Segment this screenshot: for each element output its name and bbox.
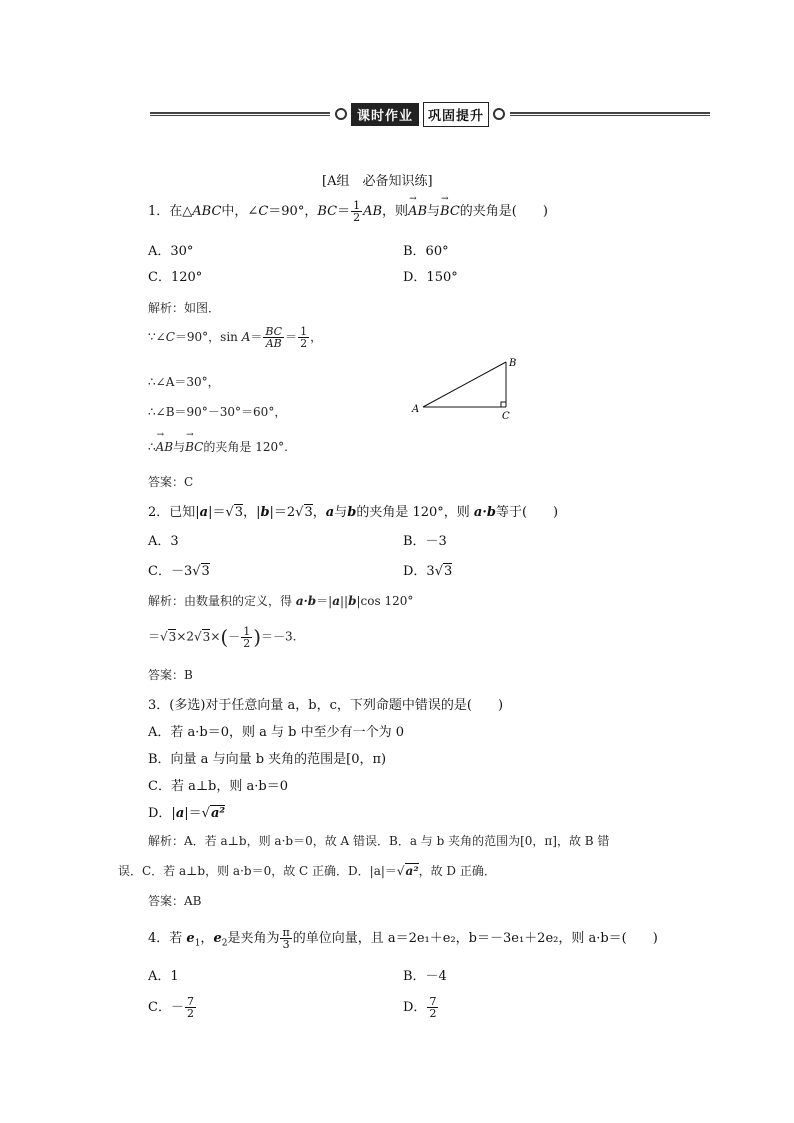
q2-option-b: B．－3: [403, 534, 447, 549]
q4-option-a: A．1: [148, 969, 179, 984]
section-title: [A组 必备知识练]: [322, 174, 433, 189]
q3-option-d: D．|a|＝√a²: [148, 806, 226, 821]
q1-solution-line4: ∴→ AB与→ BC的夹角是 120°.: [148, 438, 288, 455]
q3-option-a: A．若 a·b＝0，则 a 与 b 中至少有一个为 0: [148, 725, 405, 740]
q3-solution-line2: 误．C．若 a⊥b，则 a·b＝0，故 C 正确．D．|a|＝√a²，故 D 正确．: [118, 864, 496, 878]
q1-solution-line1: ∵∠C＝90°，sin A＝ $\frac{BC}{AB}$ ＝ $\frac{1}{2}$ ，: [148, 325, 323, 350]
q1-answer: 答案：C: [148, 475, 194, 489]
q3-solution-line1: 解析：A．若 a⊥b，则 a·b＝0，故 A 错误．B．a 与 b 夹角的范围为[0，π]，故 B 错: [148, 834, 610, 848]
q1-solution-label: 解析：如图．: [148, 301, 221, 315]
q2-solution-line2: ＝√3×2√3×(－ $\frac{1}{2}$ )＝－3.: [148, 624, 297, 650]
q2-option-d: D．3√3: [403, 564, 453, 579]
q4-option-b: B．－4: [403, 969, 447, 984]
q3-option-c: C．若 a⊥b，则 a·b＝0: [148, 779, 288, 794]
header-banner: [330, 102, 510, 126]
q1-option-c: C．120°: [148, 270, 203, 285]
fraction: $\frac{1}{2}$: [353, 199, 361, 224]
q1-solution-line3: ∴∠B＝90°－30°＝60°，: [148, 405, 287, 419]
right-angle-mark: [501, 402, 506, 407]
header-right: 巩固提升: [423, 102, 489, 127]
vertex-c-label: C: [502, 411, 510, 422]
triangle-figure: [408, 352, 520, 422]
q2-option-a: A．3: [148, 534, 179, 549]
q2-solution-line1: 解析：由数量积的定义，得 a·b＝|a||b|cos 120°: [148, 594, 414, 608]
q3-answer: 答案：AB: [148, 894, 202, 908]
q2-stem: 2．已知|a|＝√3，|b|＝2√3，a与b的夹角是 120°，则 a·b等于( ): [148, 505, 559, 520]
q2-answer: 答案：B: [148, 668, 193, 682]
vertex-a-label: A: [412, 404, 420, 415]
q1-option-b: B．60°: [403, 244, 449, 259]
header-left: 课时作业: [351, 103, 419, 126]
q4-stem: 4．若 $e_1$，$e_2$是夹角为 $\frac{\pi}{3}$ 的单位向量，且 a＝2e₁＋e₂，b＝－3e₁＋2e₂，则 a·b＝( ): [148, 926, 658, 951]
q1-option-d: D．150°: [403, 270, 458, 285]
q4-option-c: C．－ $\frac{7}{2}$: [148, 995, 194, 1020]
q4-option-d: D． $\frac{7}{2}$: [403, 995, 437, 1020]
vertex-b-label: B: [509, 358, 517, 369]
bullet-icon: [335, 108, 347, 120]
q1-option-a: A．30°: [148, 244, 194, 259]
q1-stem: 1．在△ABC中，∠C＝90°，BC＝ $\frac{1}{2}$ AB，则→ AB与→ BC的夹角是( ): [148, 200, 548, 223]
q2-option-c: C．－3√3: [148, 564, 210, 579]
side-ab: [423, 362, 506, 407]
vector-ab: → AB: [408, 204, 427, 219]
vector-bc: → BC: [440, 204, 460, 219]
q3-stem: 3．(多选)对于任意向量 a，b，c，下列命题中错误的是( ): [148, 698, 504, 713]
q1-solution-line2: ∴∠A＝30°，: [148, 375, 220, 389]
bullet-icon: [493, 108, 505, 120]
q3-option-b: B．向量 a 与向量 b 夹角的范围是[0，π): [148, 752, 387, 767]
